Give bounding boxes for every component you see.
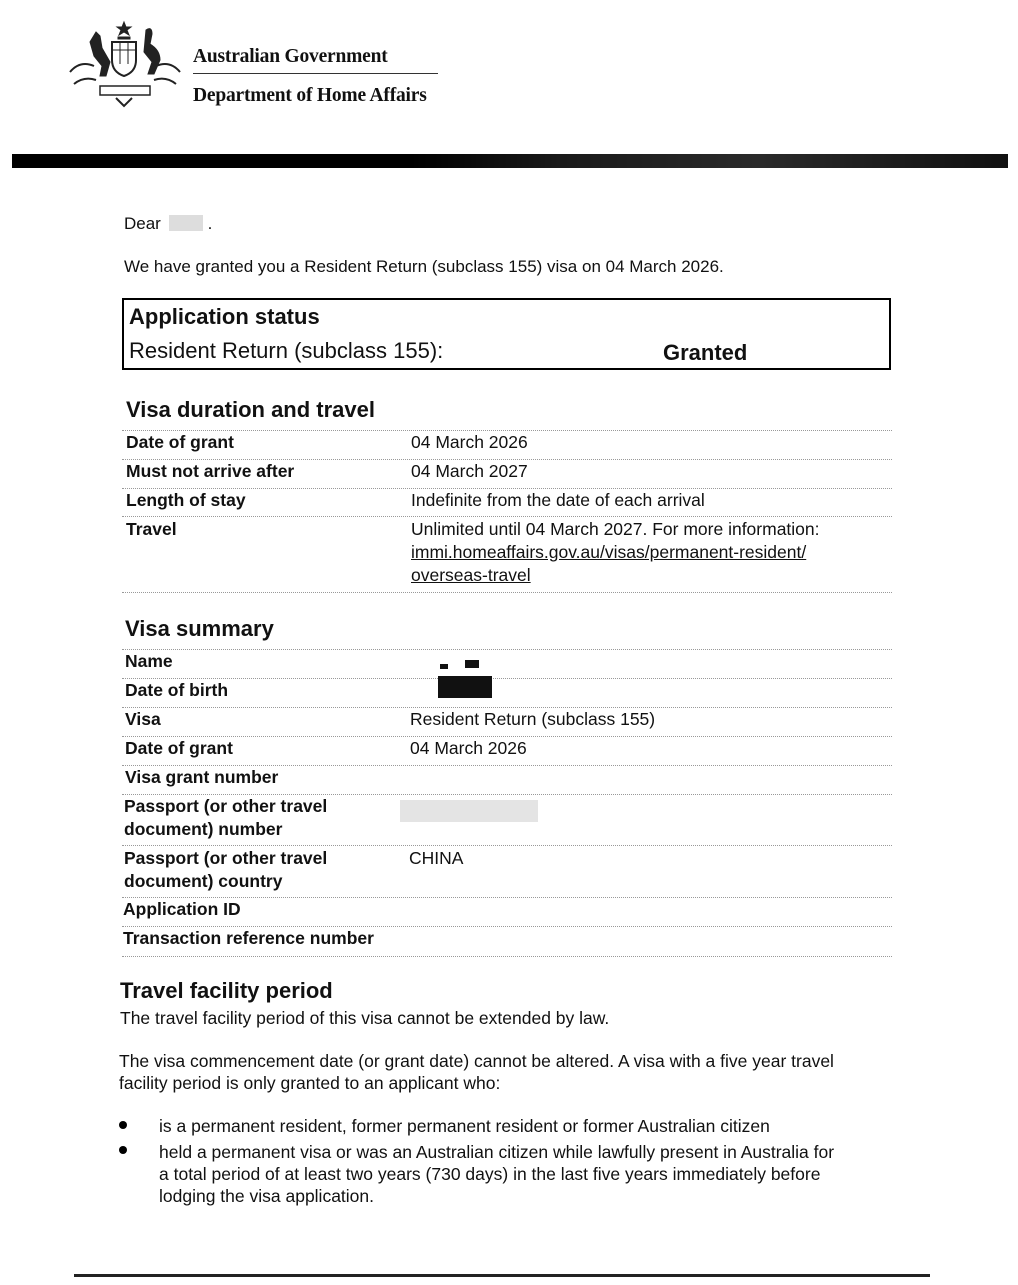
summary-label: Date of grant [125, 738, 233, 758]
redacted-passport-number [400, 800, 538, 822]
visa-summary-heading: Visa summary [125, 616, 274, 641]
summary-label: Passport (or other travel [124, 796, 328, 816]
summary-label: Name [125, 651, 173, 671]
duration-value: Unlimited until 04 March 2027. For more information: [411, 519, 820, 539]
bullet-icon [119, 1121, 127, 1129]
travel-facility-para2-cont: facility period is only granted to an applicant who: [119, 1073, 501, 1093]
bullet-text: held a permanent visa or was an Australian citizen while lawfully present in Australia for [159, 1142, 835, 1162]
bullet-text: a total period of at least two years (730 days) in the last five years immediately before [159, 1164, 821, 1184]
duration-value: 04 March 2027 [411, 461, 528, 481]
summary-value: Resident Return (subclass 155) [410, 709, 656, 729]
duration-value: 04 March 2026 [411, 432, 528, 452]
row-divider [122, 592, 892, 593]
status-label: Resident Return (subclass 155): [129, 338, 444, 363]
summary-label: document) country [124, 871, 283, 891]
summary-label: Date of birth [125, 680, 229, 700]
row-divider [122, 516, 892, 517]
application-status-box [122, 298, 891, 370]
org-name: Australian Government [193, 46, 388, 67]
redacted-name [169, 215, 203, 231]
duration-label: Must not arrive after [126, 461, 295, 481]
redacted-dob-value [438, 676, 492, 698]
salutation-text: Dear [124, 214, 161, 233]
header-bar [12, 154, 1008, 168]
summary-value: CHINA [409, 848, 464, 868]
salutation-end: . [207, 214, 213, 233]
redacted-name-value [465, 660, 479, 668]
footer-divider [74, 1274, 930, 1277]
row-divider [122, 649, 892, 650]
travel-facility-heading: Travel facility period [120, 978, 333, 1003]
summary-label: document) number [124, 819, 283, 839]
coat-of-arms-icon [66, 20, 184, 108]
header-divider [193, 73, 438, 74]
bullet-text: lodging the visa application. [159, 1186, 375, 1206]
summary-label: Application ID [123, 899, 241, 919]
bullet-icon [119, 1146, 127, 1154]
salutation [124, 214, 212, 234]
summary-label: Visa [125, 709, 161, 729]
row-divider [122, 678, 892, 679]
duration-label: Travel [126, 519, 177, 539]
bullet-text: is a permanent resident, former permanent resident or former Australian citizen [159, 1116, 770, 1136]
status-title: Application status [129, 304, 320, 329]
duration-value: Indefinite from the date of each arrival [411, 490, 705, 510]
summary-label: Passport (or other travel [124, 848, 328, 868]
overseas-travel-link-cont[interactable]: overseas-travel [411, 565, 531, 585]
summary-value: 04 March 2026 [410, 738, 527, 758]
travel-facility-para1: The travel facility period of this visa cannot be extended by law. [120, 1008, 610, 1028]
redacted-name-value [440, 664, 448, 669]
duration-label: Length of stay [126, 490, 246, 510]
department-name: Department of Home Affairs [193, 85, 427, 106]
summary-label: Transaction reference number [123, 928, 374, 948]
row-divider [122, 956, 892, 957]
visa-duration-heading: Visa duration and travel [126, 397, 376, 422]
intro-text: We have granted you a Resident Return (subclass 155) visa on 04 March 2026. [124, 257, 724, 276]
row-divider [122, 845, 892, 846]
summary-label: Visa grant number [125, 767, 279, 787]
travel-facility-para2: The visa commencement date (or grant date) cannot be altered. A visa with a five year travel [119, 1051, 834, 1071]
duration-label: Date of grant [126, 432, 234, 452]
overseas-travel-link[interactable]: immi.homeaffairs.gov.au/visas/permanent-resident/ [411, 542, 807, 562]
status-badge: Granted [663, 340, 748, 365]
